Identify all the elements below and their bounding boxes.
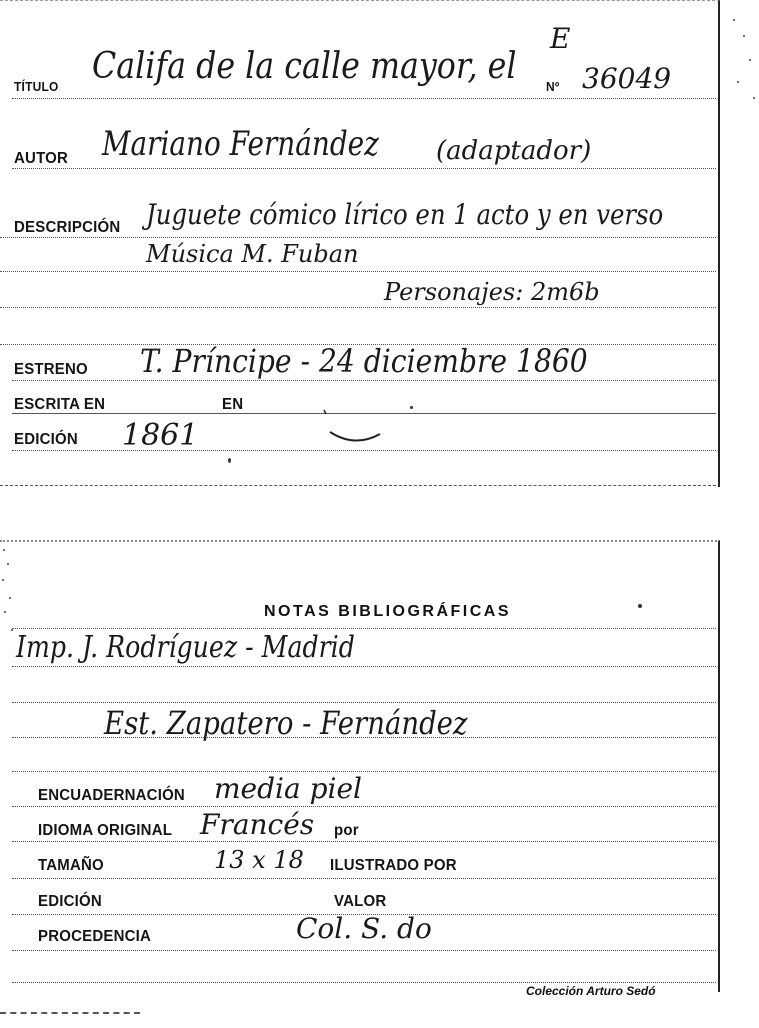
valor-label: VALOR [334,892,387,911]
rule [12,771,716,772]
bottom-dashes [0,1012,140,1014]
card-gap [0,488,759,538]
encuadernacion-label: ENCUADERNACIÓN [38,786,185,805]
estreno-value: T. Príncipe - 24 diciembre 1860 [140,342,588,380]
rule [12,666,716,667]
rule [12,168,716,169]
idioma-value: Francés [200,808,315,841]
rule [12,982,716,983]
tamano-label: TAMAÑO [38,856,104,875]
scan-noise [724,0,759,110]
mark-letter: E [550,22,571,55]
numero-label: Nº [546,79,560,95]
estreno-label: ESTRENO [14,360,88,379]
rule [12,702,716,703]
por-label: por [334,821,359,840]
collection-credit: Colección Arturo Sedó [526,984,656,998]
autor-value: Mariano Fernández [102,124,379,164]
notas-heading: NOTAS BIBLIOGRÁFICAS [264,603,512,620]
rule [12,380,716,381]
descripcion-music: Música M. Fuban [146,240,359,268]
nota-estampa: Est. Zapatero - Fernández [104,704,468,742]
numero-value: 36049 [582,62,672,95]
rule [12,950,716,951]
idioma-label: IDIOMA ORIGINAL [38,821,173,840]
rule [12,98,716,99]
escrita-label: ESCRITA EN [14,395,106,414]
speck [410,406,413,409]
rule [0,237,716,238]
speck [638,604,642,608]
en-label: EN [222,395,244,414]
rule [12,450,716,451]
descripcion-personajes: Personajes: 2m6b [384,278,600,306]
speck [228,458,231,463]
tamano-value: 13 x 18 [214,846,304,874]
autor-note: (adaptador) [436,136,592,166]
scan-noise [0,540,20,660]
procedencia-value: Col. S. do [296,912,432,945]
rule [12,628,716,629]
descripcion-label: DESCRIPCIÓN [14,218,121,237]
autor-label: AUTOR [14,149,69,168]
descripcion-value: Juguete cómico lírico en 1 acto y en verso [146,198,664,231]
rule [12,878,716,879]
procedencia-label: PROCEDENCIA [38,927,152,946]
titulo-value: Califa de la calle mayor, el [92,46,517,87]
stamp-mark [320,400,400,450]
rule [12,841,716,842]
ilustrado-label: ILUSTRADO POR [330,856,457,875]
titulo-label: TÍTULO [14,79,59,95]
edicion-bottom-label: EDICIÓN [38,892,102,911]
encuadernacion-value: media piel [214,772,362,805]
edicion-label: EDICIÓN [14,430,78,449]
rule [12,806,716,807]
nota-imprenta: Imp. J. Rodríguez - Madrid [16,630,355,665]
rule [0,271,716,272]
edicion-value: 1861 [122,418,199,453]
rule [0,307,716,308]
rule [0,485,716,486]
